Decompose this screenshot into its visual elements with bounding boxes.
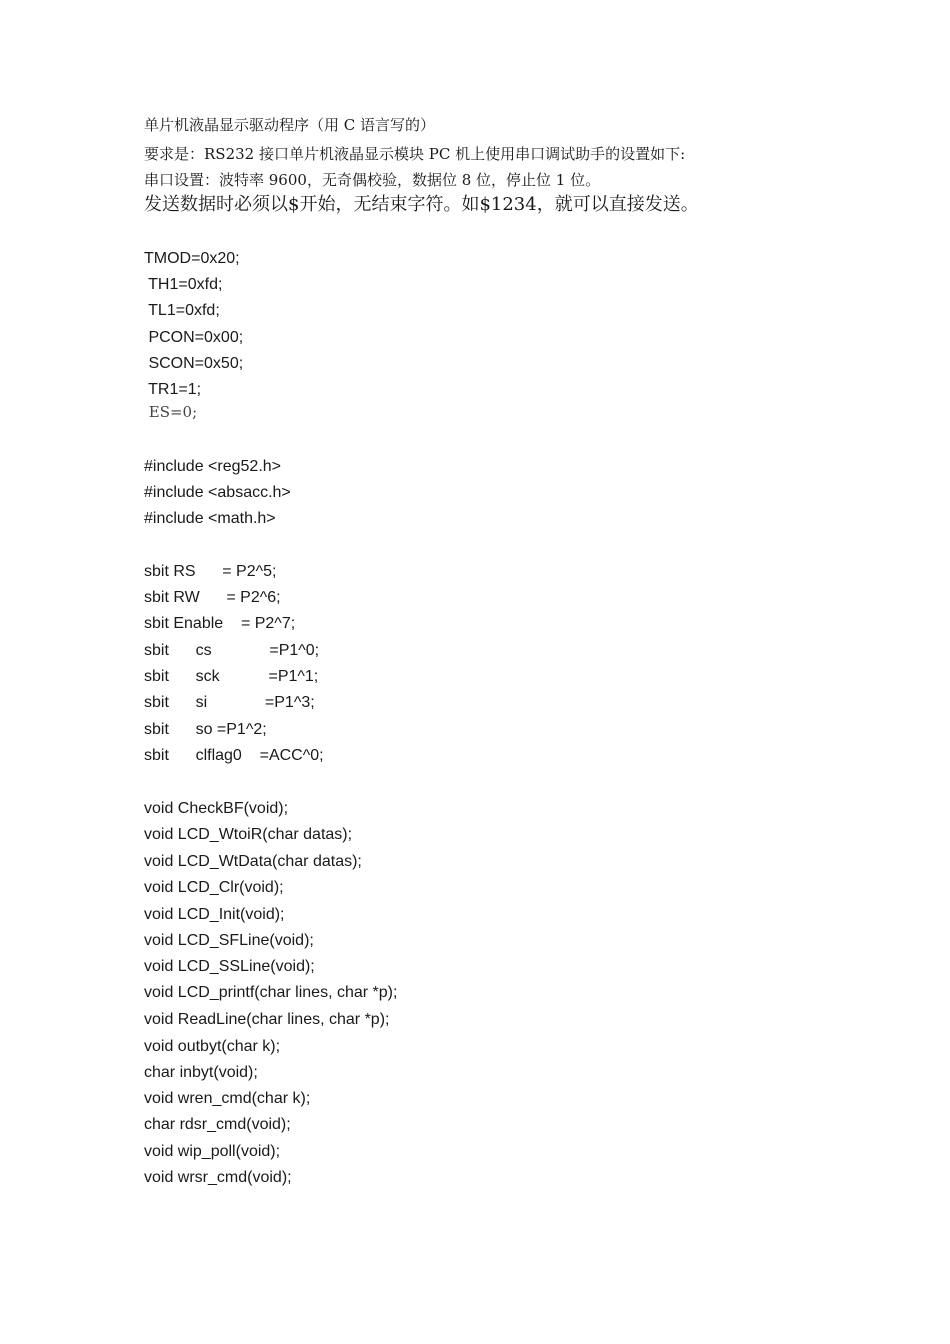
prototype-line: void LCD_WtData(char datas); xyxy=(144,853,362,870)
sbit-line: sbit cs =P1^0; xyxy=(144,642,320,659)
prototype-line: void LCD_SFLine(void); xyxy=(144,932,314,949)
sbit-line: sbit sck =P1^1; xyxy=(144,668,319,685)
prototype-line: void LCD_WtoiR(char datas); xyxy=(144,826,353,843)
code-line: TL1=0xfd; xyxy=(144,302,220,319)
include-line: #include <reg52.h> xyxy=(144,458,281,475)
prototype-line: void LCD_SSLine(void); xyxy=(144,958,315,975)
requirement-text: 要求是：RS232 接口单片机液晶显示模块 PC 机上使用串口调试助手的设置如下: xyxy=(144,145,686,163)
send-note-text: 发送数据时必须以$开始，无结束字符。如$1234，就可以直接发送。 xyxy=(144,194,699,215)
sbit-line: sbit RS = P2^5; xyxy=(144,563,277,580)
serial-settings-text: 串口设置：波特率 9600，无奇偶校验，数据位 8 位，停止位 1 位。 xyxy=(144,171,601,189)
code-line: SCON=0x50; xyxy=(144,355,244,372)
sbit-line: sbit Enable = P2^7; xyxy=(144,615,296,632)
code-line: PCON=0x00; xyxy=(144,329,244,346)
sbit-line: sbit RW = P2^6; xyxy=(144,589,281,606)
prototype-line: void wrsr_cmd(void); xyxy=(144,1169,292,1186)
prototype-line: void wip_poll(void); xyxy=(144,1143,281,1160)
prototype-line: void LCD_Init(void); xyxy=(144,906,285,923)
prototype-line: void CheckBF(void); xyxy=(144,800,289,817)
prototype-line: void LCD_Clr(void); xyxy=(144,879,284,896)
document-title: 单片机液晶显示驱动程序（用 C 语言写的） xyxy=(144,116,436,134)
prototype-line: char rdsr_cmd(void); xyxy=(144,1116,291,1133)
sbit-line: sbit so =P1^2; xyxy=(144,721,267,738)
code-line: TMOD=0x20; xyxy=(144,250,240,267)
code-line: TH1=0xfd; xyxy=(144,276,223,293)
sbit-line: sbit si =P1^3; xyxy=(144,694,315,711)
prototype-line: void wren_cmd(char k); xyxy=(144,1090,311,1107)
prototype-line: void outbyt(char k); xyxy=(144,1038,281,1055)
prototype-line: char inbyt(void); xyxy=(144,1064,258,1081)
include-line: #include <absacc.h> xyxy=(144,484,291,501)
prototype-line: void LCD_printf(char lines, char *p); xyxy=(144,984,398,1001)
sbit-line: sbit clflag0 =ACC^0; xyxy=(144,747,324,764)
prototype-line: void ReadLine(char lines, char *p); xyxy=(144,1011,390,1028)
include-line: #include <math.h> xyxy=(144,510,276,527)
code-line: TR1=1; xyxy=(144,381,202,398)
code-line: ES=0; xyxy=(144,403,198,421)
